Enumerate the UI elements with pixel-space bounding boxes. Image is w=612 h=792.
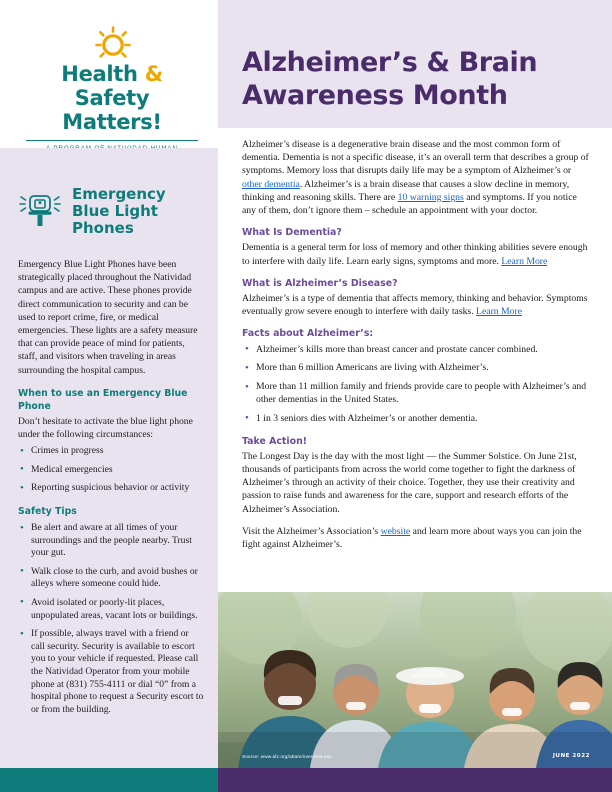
list-item: • Be alert and aware at all times of your surroundings and the people nearby. Trust your gut. xyxy=(31,522,204,560)
take-action-body: The Longest Day is the day with the most light — the Summer Solstice. On June 21st, thousands of participants from across the world come together to fight the darkness of Alzheimer’s through an activity of their choice. Together, they use their creativity and passion to raise funds and awareness for the care, support and research efforts of the Alzheimer’s Association. xyxy=(242,450,577,515)
photo-credit: Source: www.alz.org/abam/overview.asp xyxy=(242,754,332,759)
left-column xyxy=(0,0,218,792)
sidebar-title: Emergency Blue Light Phones xyxy=(72,185,166,237)
dementia-text: Dementia is a general term for loss of memory and other thinking abilities severe enough to interfere with daily life. Learn early signs, symptoms and more. xyxy=(242,242,588,267)
blue-light-phone-icon xyxy=(18,192,62,228)
list-item: • More than 6 million Americans are living with Alzheimer’s. xyxy=(256,362,590,375)
section-body-alzheimers xyxy=(242,292,590,318)
section-heading-facts: Facts about Alzheimer’s: xyxy=(242,328,374,340)
logo-safety: Safety xyxy=(74,86,150,110)
facts-list xyxy=(242,344,590,426)
dementia-learn-more-link[interactable]: Learn More xyxy=(501,255,548,267)
sidebar-tips-list xyxy=(18,522,204,716)
list-item: • Reporting suspicious behavior or activity xyxy=(31,482,204,495)
right-footer-bar xyxy=(218,768,612,792)
logo-divider xyxy=(26,140,198,141)
list-item: • Walk close to the curb, and avoid bushes or alleys where someone could hide. xyxy=(31,566,204,591)
intro-paragraph xyxy=(242,138,590,217)
logo-text xyxy=(22,62,202,159)
page-title-line-2: Awareness Month xyxy=(242,80,508,111)
intro-text-1: Alzheimer’s disease is a degenerative brain disease and the most common form of dementia. Dementia is not a specific disease, it’s an overall term that describes a group of symptoms. Memory loss that disrupts daily life may be a symptom of Alzheimer’s or xyxy=(242,139,589,177)
list-item: • More than 11 million family and friends provide care to people with Alzheimer’s and other dementias in the United States. xyxy=(256,381,590,407)
sidebar-body xyxy=(18,256,204,722)
issue-date: JUNE 2022 xyxy=(552,753,590,759)
sidebar-tips-heading: Safety Tips xyxy=(18,506,77,518)
list-item: • If possible, always travel with a friend or call security. Security is available to escort you to your vehicle if requested. Please call the Natividad Operator from your mobile phone at (831) 755-4111 or dial “0” from a hospital phone to request a Security escort to or from the building. xyxy=(31,628,204,716)
logo-health: Health xyxy=(61,62,145,86)
sidebar-when-heading: When to use an Emergency Blue Phone xyxy=(18,387,188,412)
intro-text-2: . Alzheimer’s is a brain disease that causes a slow decline in memory, thinking and reasoning skills. There are xyxy=(242,178,570,203)
logo-line-1 xyxy=(22,62,202,110)
alzheimers-learn-more-link[interactable]: Learn More xyxy=(476,306,523,318)
visit-text-2: and learn more about ways you can join the fight against Alzheimer’s. xyxy=(242,525,582,551)
sidebar-when-list xyxy=(18,445,204,495)
logo-block xyxy=(0,0,218,148)
section-body-dementia xyxy=(242,241,590,267)
intro-text-3: and symptoms. If you notice any of them, don’t ignore them – schedule an appointment with your doctor. xyxy=(242,191,577,217)
group-photo xyxy=(218,592,612,768)
section-heading-alzheimers: What is Alzheimer’s Disease? xyxy=(242,277,398,289)
alzheimers-text: Alzheimer’s is a type of dementia that affects memory, thinking and behavior. Symptoms eventually grow severe enough to interfere with daily tasks. xyxy=(242,293,588,318)
section-heading-take-action: Take Action! xyxy=(242,435,308,447)
left-footer-bar xyxy=(0,768,218,792)
warning-signs-link[interactable]: 10 warning signs xyxy=(397,191,464,203)
page-title xyxy=(242,46,588,112)
list-item: • 1 in 3 seniors dies with Alzheimer’s or another dementia. xyxy=(256,413,590,426)
visit-paragraph xyxy=(242,525,590,551)
other-dementia-link[interactable]: other dementia xyxy=(242,178,300,190)
section-heading-dementia: What Is Dementia? xyxy=(242,227,342,239)
list-item: • Avoid isolated or poorly-lit places, unpopulated areas, vacant lots or buildings. xyxy=(31,597,204,622)
sidebar-when-body: Don’t hesitate to activate the blue light phone under the following circumstances: xyxy=(18,415,193,441)
sun-icon xyxy=(95,26,131,62)
logo-ampersand: & xyxy=(144,62,163,86)
visit-text-1: Visit the Alzheimer’s Association’s xyxy=(242,525,381,537)
sidebar-intro: Emergency Blue Light Phones have been strategically placed throughout the Natividad campus and are active. These phones provide direct communication to security and can be used to report crime, fire, or medical emergencies. These lights are a safety measure that can provide peace of mind for patients, staff, and visitors when traveling in areas surrounding the hospital campus. xyxy=(18,259,198,376)
list-item: • Medical emergencies xyxy=(31,464,204,477)
sidebar-panel xyxy=(0,148,218,768)
logo-line-2: Matters! xyxy=(62,110,162,134)
list-item: • Alzheimer’s kills more than breast cancer and prostate cancer combined. xyxy=(256,344,590,357)
page-title-line-1: Alzheimer’s & Brain xyxy=(242,47,538,78)
website-link[interactable]: website xyxy=(380,525,411,537)
article-body xyxy=(242,138,590,560)
list-item: • Crimes in progress xyxy=(31,445,204,458)
